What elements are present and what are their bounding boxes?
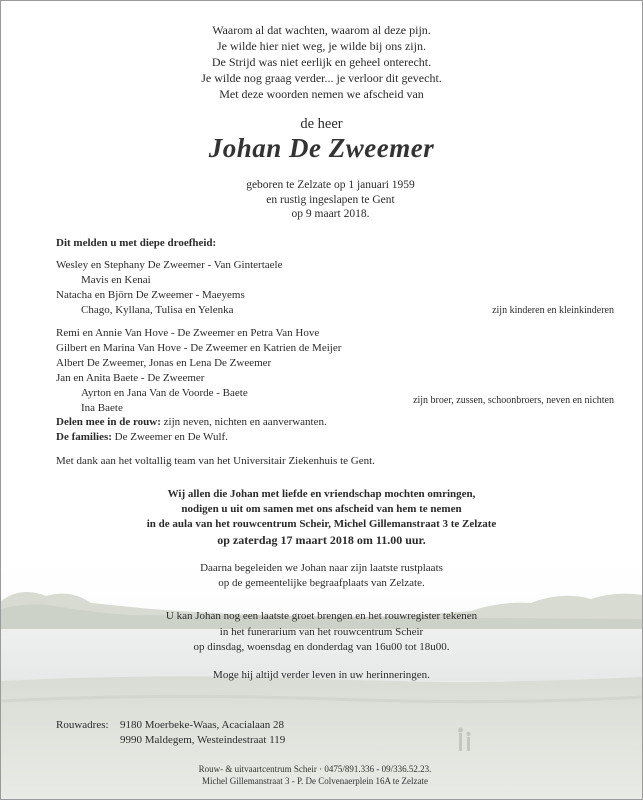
closing-line: Moge hij altijd verder leven in uw herinneringen. xyxy=(213,669,430,681)
families-label: De families: xyxy=(56,431,112,443)
poem-line: De Strijd was niet eerlijk en geheel onterecht. xyxy=(211,55,432,69)
salutation: de heer xyxy=(300,116,343,132)
mourning-text: zijn neven, nichten en aanverwanten. xyxy=(160,416,327,428)
address-line: 9990 Maldegem, Westeindestraat 119 xyxy=(120,734,286,746)
poem-line: Je wilde hier niet weg, je wilde bij ons zijn. xyxy=(217,39,426,53)
family-line: Mavis en Kenai xyxy=(81,274,151,286)
family-line: Natacha en Björn De Zweemer - Maeyems xyxy=(56,289,245,301)
family-line: Remi en Annie Van Hove - De Zweemer en Petra Van Hove xyxy=(56,327,320,339)
poem-line: Waarom al dat wachten, waarom al deze pijn. xyxy=(212,23,431,37)
family-line: Ina Baete xyxy=(81,402,123,414)
visit-line: U kan Johan nog een laatste groet brengen en het rouwregister tekenen xyxy=(165,610,478,622)
invitation-date: op zaterdag 17 maart 2018 om 11.00 uur. xyxy=(217,533,426,547)
birth-line: geboren te Zelzate op 1 januari 1959 xyxy=(246,179,415,191)
visit-line: in het funerarium van het rouwcentrum Scheir xyxy=(219,626,424,638)
announce-heading: Dit melden u met diepe droefheid: xyxy=(56,237,217,249)
family-line: Ayrton en Jana Van de Voorde - Baete xyxy=(81,387,248,399)
visit-line: op dinsdag, woensdag en donderdag van 16u00 tot 18u00. xyxy=(193,641,450,653)
poem-line: Je wilde nog graag verder... je verloor dit gevecht. xyxy=(201,71,442,85)
invitation-line: nodigen u uit om samen met ons afscheid van hem te nemen xyxy=(181,503,462,515)
family-line: Albert De Zweemer, Jonas en Lena De Zweemer xyxy=(56,357,272,369)
family-line: Chago, Kyllana, Tulisa en Yelenka xyxy=(81,304,234,316)
birth-line: en rustig ingeslapen te Gent xyxy=(266,194,395,206)
mourning-label: Delen mee in de rouw: xyxy=(56,416,161,428)
families-line xyxy=(56,431,228,443)
relation-note: zijn broer, zussen, schoonbroers, neven en nichten xyxy=(413,395,614,406)
family-line: Wesley en Stephany De Zweemer - Van Gintertaele xyxy=(56,259,283,271)
address-label: Rouwadres: xyxy=(56,719,109,731)
birth-line: op 9 maart 2018. xyxy=(291,208,370,220)
footer-line: Rouw- & uitvaartcentrum Scheir · 0475/891.336 - 09/336.52.23. xyxy=(198,764,432,774)
thanks-line: Met dank aan het voltallig team van het Universitair Ziekenhuis te Gent. xyxy=(56,455,375,467)
burial-line: Daarna begeleiden we Johan naar zijn laatste rustplaats xyxy=(200,562,443,574)
family-line: Jan en Anita Baete - De Zweemer xyxy=(56,372,205,384)
poem-line: Met deze woorden nemen we afscheid van xyxy=(219,87,424,101)
invitation-line: in de aula van het rouwcentrum Scheir, Michel Gillemanstraat 3 te Zelzate xyxy=(146,518,497,530)
family-line: Gilbert en Marina Van Hove - De Zweemer en Katrien de Meijer xyxy=(56,342,342,354)
mourning-line xyxy=(56,416,327,428)
families-text: De Zweemer en De Wulf. xyxy=(111,431,228,443)
invitation-line: Wij allen die Johan met liefde en vriendschap mochten omringen, xyxy=(167,488,476,500)
relation-note: zijn kinderen en kleinkinderen xyxy=(492,305,614,316)
card-text xyxy=(1,1,642,799)
deceased-name: Johan De Zweemer xyxy=(208,133,435,163)
address-line: 9180 Moerbeke-Waas, Acacialaan 28 xyxy=(120,719,285,731)
burial-line: op de gemeentelijke begraafplaats van Zelzate. xyxy=(218,577,425,589)
footer-line: Michel Gillemanstraat 3 - P. De Colvenaerplein 16A te Zelzate xyxy=(202,776,428,786)
